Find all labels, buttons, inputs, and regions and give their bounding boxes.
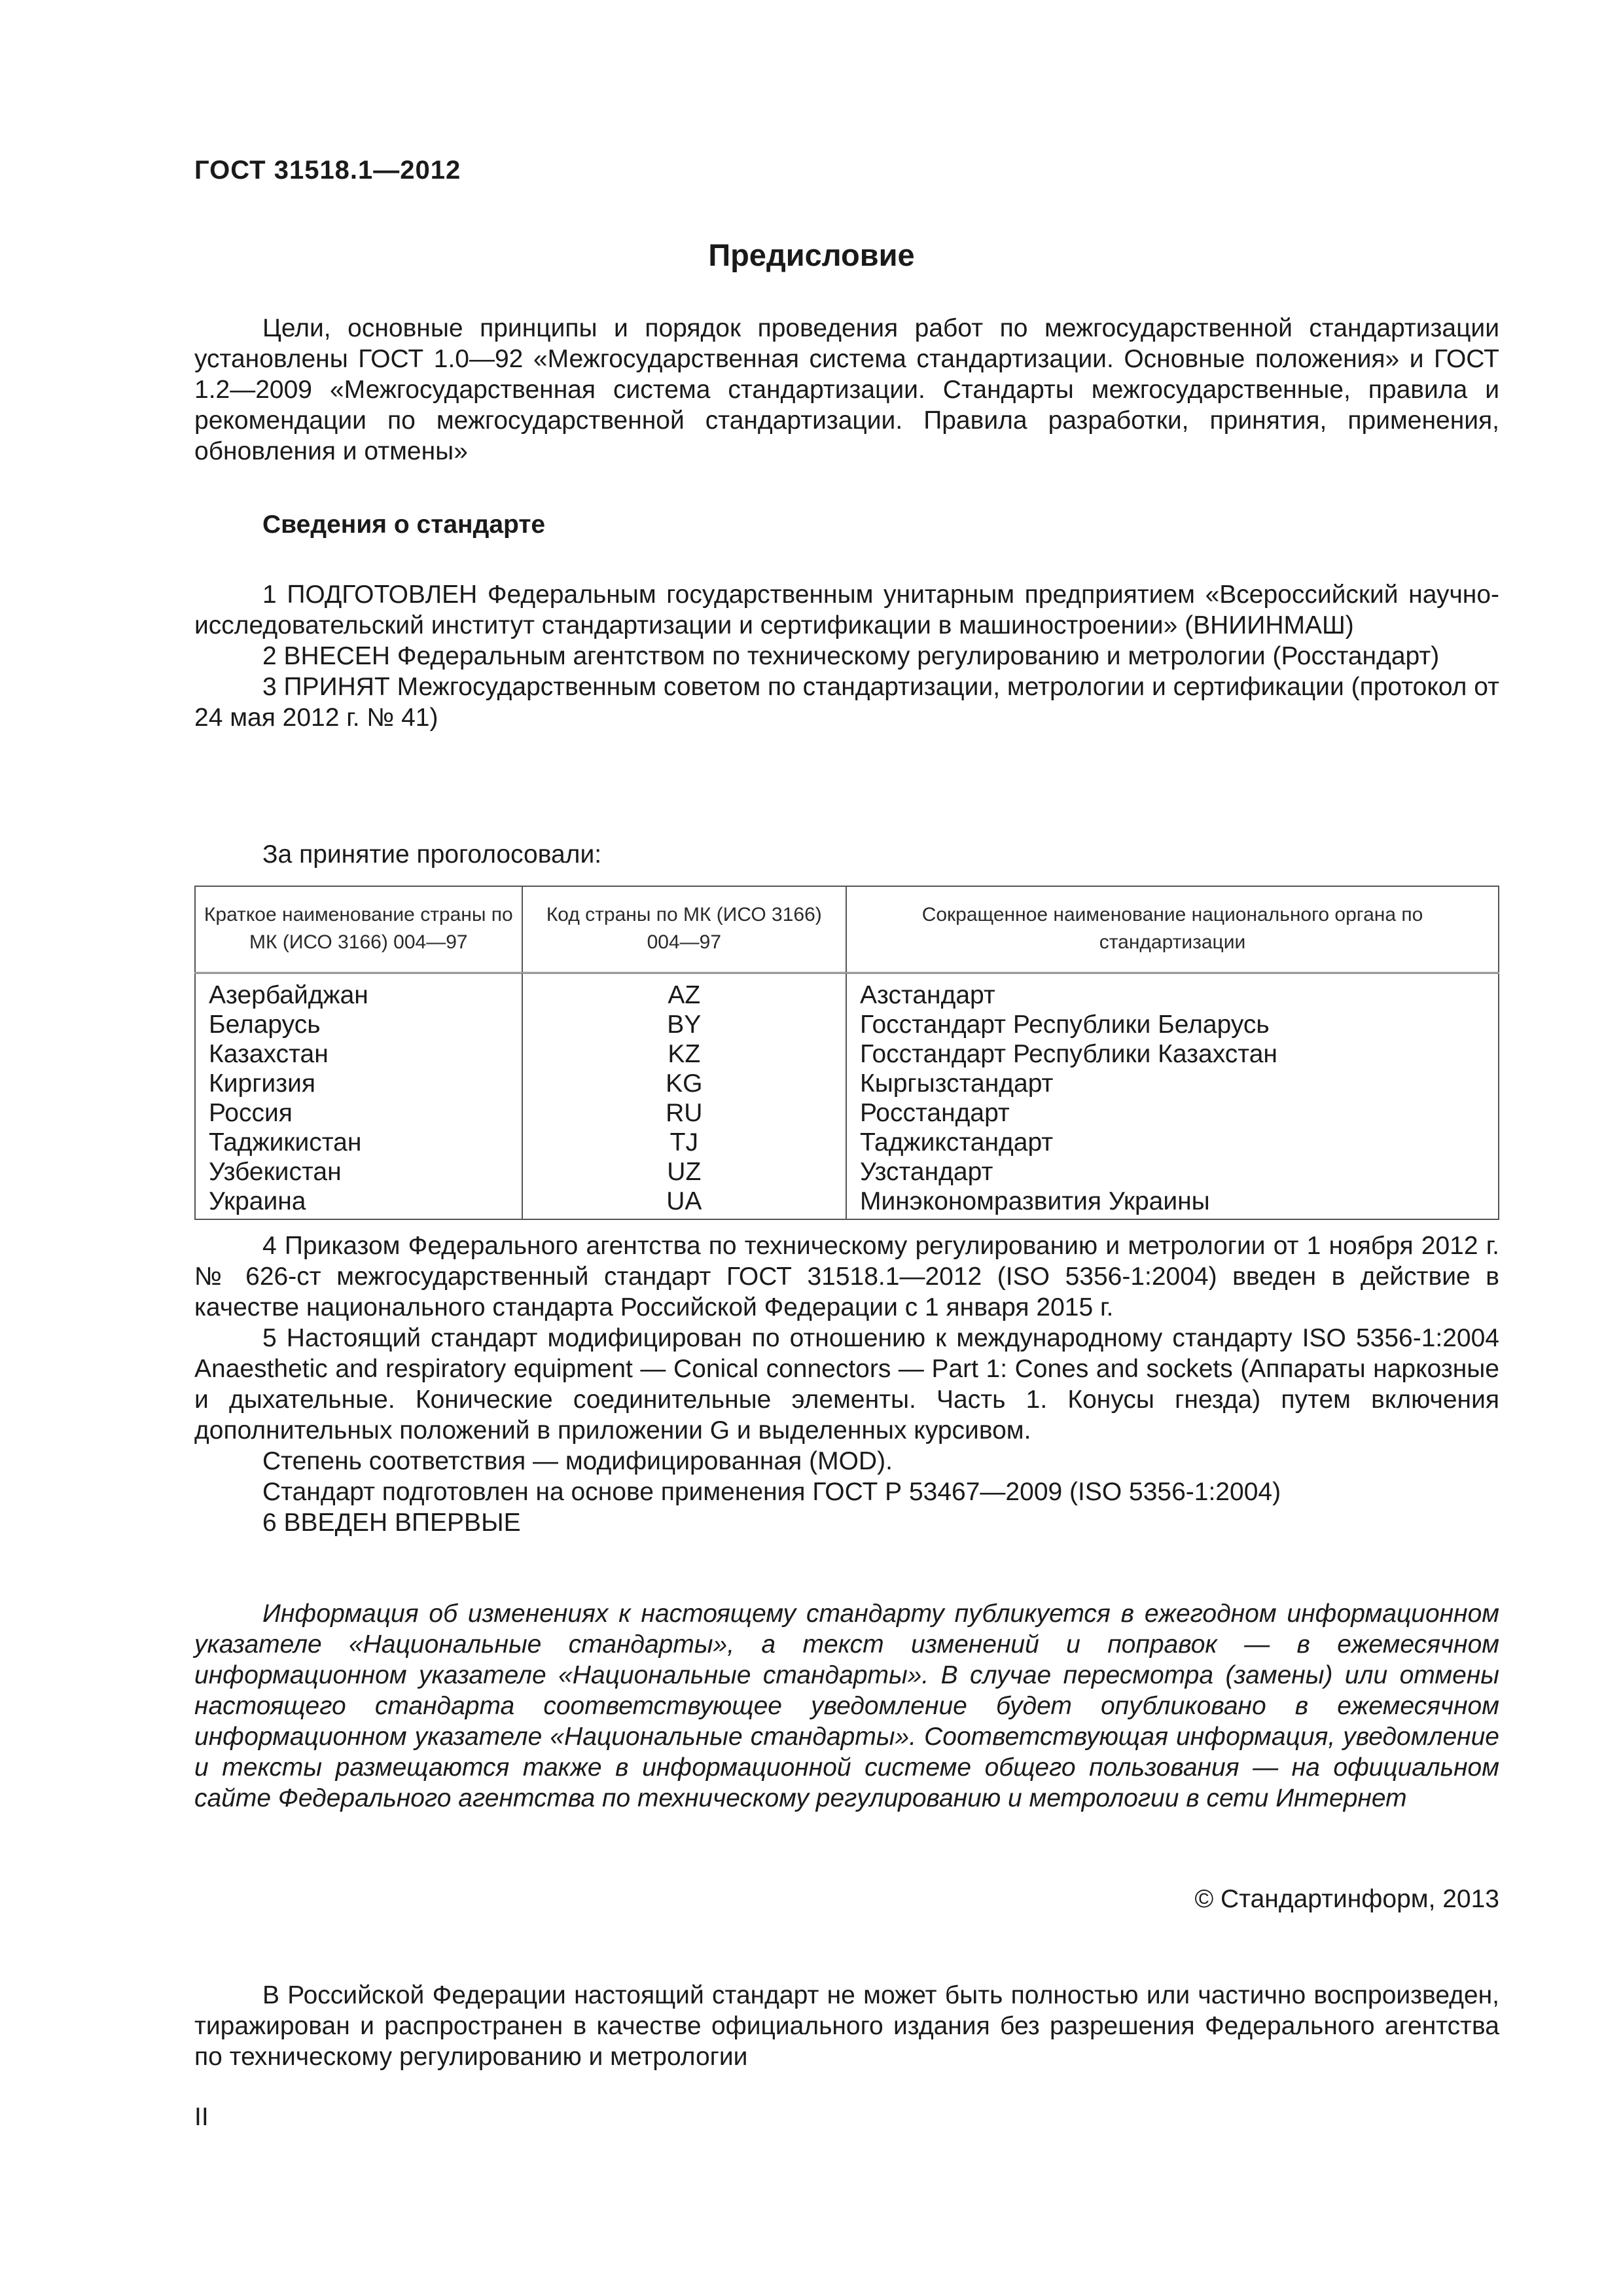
country-code: UZ [522,1157,846,1187]
voted-label: За принятие проголосовали: [262,840,602,869]
info-heading: Сведения о стандарте [262,511,546,539]
country-code: BY [522,1010,846,1039]
item-modified: 5 Настоящий стандарт модифицирован по отношению к международному стандарту ISO 5356-1:2004 Anaesthetic and respiratory equipment — Conical connectors — Part 1: Cones and sockets (Аппараты наркозные и дыхательные. Конические соединительные элементы. Часть 1. Конусы гнезда) путем включения дополнительных положений в приложении G и выделенных курсивом. [194,1324,1499,1444]
country-code: KG [522,1069,846,1098]
national-body: Узстандарт [846,1157,1499,1187]
country-code: AZ [522,973,846,1011]
national-body: Росстандарт [846,1098,1499,1128]
page-title: Предисловие [708,238,915,272]
reproduction-notice: В Российской Федерации настоящий стандарт не может быть полностью или частично воспроизведен, тиражирован и распространен в качестве официального издания без разрешения Федерального агентства по техническому регулированию и метрологии [194,1981,1499,2071]
national-body: Кыргызстандарт [846,1069,1499,1098]
table-row [195,1098,1499,1128]
item-submitted: 2 ВНЕСЕН Федеральным агентством по техническому регулированию и метрологии (Росстандарт) [262,642,1440,670]
national-body: Госстандарт Республики Беларусь [846,1010,1499,1039]
item-introduced-first: 6 ВВЕДЕН ВПЕРВЫЕ [262,1509,521,1537]
table-row [195,1128,1499,1157]
national-body: Таджикстандарт [846,1128,1499,1157]
page-number: II [194,2103,209,2131]
based-on: Стандарт подготовлен на основе применения ГОСТ Р 53467—2009 (ISO 5356-1:2004) [262,1478,1281,1506]
national-body: Госстандарт Республики Казахстан [846,1039,1499,1069]
col-header-code: Код страны по МК (ИСО 3166) 004—97 [522,886,846,973]
intro-block [194,313,1499,467]
changes-notice: Информация об изменениях к настоящему стандарту публикуется в ежегодном информационном указателе «Национальные стандарты», а текст изменений и поправок — в ежемесячном информационном указателе «Национальные стандарты». В случае пересмотра (замены) или отмены настоящего стандарта соответствующее уведомление будет опубликовано в ежемесячном информационном указателе «Национальные стандарты». Соответствующая информация, уведомление и тексты размещаются также в информационной системе общего пользования — на официальном сайте Федерального агентства по техническому регулированию и метрологии в сети Интернет [194,1600,1499,1812]
table-row [195,1187,1499,1219]
table-row [195,1157,1499,1187]
item-adopted: 3 ПРИНЯТ Межгосударственным советом по стандартизации, метрологии и сертификации (протокол от 24 мая 2012 г. № 41) [194,673,1499,732]
item-enacted: 4 Приказом Федерального агентства по техническому регулированию и метрологии от 1 ноября 2012 г. № 626-ст межгосударственный стандарт ГОСТ 31518.1—2012 (ISO 5356-1:2004) введен в действие в качестве национального стандарта Российской Федерации с 1 января 2015 г. [194,1232,1499,1321]
changes-notice-block [194,1598,1499,1814]
country-code: TJ [522,1128,846,1157]
national-body: Азстандарт [846,973,1499,1011]
item-prepared: 1 ПОДГОТОВЛЕН Федеральным государственным унитарным предприятием «Всероссийский научно-исследовательский институт стандартизации и сертификации в машиностроении» (ВНИИНМАШ) [194,581,1499,639]
country-name: Украина [195,1187,522,1219]
country-name: Россия [195,1098,522,1128]
col-header-country: Краткое наименование страны по МК (ИСО 3166) 004—97 [195,886,522,973]
degree-of-correspondence: Степень соответствия — модифицированная (MOD). [262,1447,893,1475]
voted-block [194,839,1499,870]
country-code: KZ [522,1039,846,1069]
table-row [195,1039,1499,1069]
table-row [195,1010,1499,1039]
country-name: Узбекистан [195,1157,522,1187]
enactment-block [194,1230,1499,1538]
table-row [195,973,1499,1011]
country-code: RU [522,1098,846,1128]
country-name: Азербайджан [195,973,522,1011]
copyright: © Стандартинформ, 2013 [1194,1885,1499,1913]
national-body: Минэкономразвития Украины [846,1187,1499,1219]
country-name: Киргизия [195,1069,522,1098]
document-code: ГОСТ 31518.1—2012 [194,156,461,185]
table-header-row [195,886,1499,973]
voting-countries-table [194,886,1499,1220]
country-name: Беларусь [195,1010,522,1039]
country-name: Таджикистан [195,1128,522,1157]
reproduction-block [194,1980,1499,2072]
intro-paragraph: Цели, основные принципы и порядок проведения работ по межгосударственной стандартизации установлены ГОСТ 1.0—92 «Межгосударственная система стандартизации. Основные положения» и ГОСТ 1.2—2009 «Межгосударственная система стандартизации. Стандарты межгосударственные, правила и рекомендации по межгосударственной стандартизации. Правила разработки, принятия, применения, обновления и отмены» [194,314,1499,465]
col-header-body: Сокращенное наименование национального органа по стандартизации [846,886,1499,973]
country-code: UA [522,1187,846,1219]
country-name: Казахстан [195,1039,522,1069]
info-items-block [194,579,1499,733]
info-heading-block [194,509,1499,540]
table-row [195,1069,1499,1098]
